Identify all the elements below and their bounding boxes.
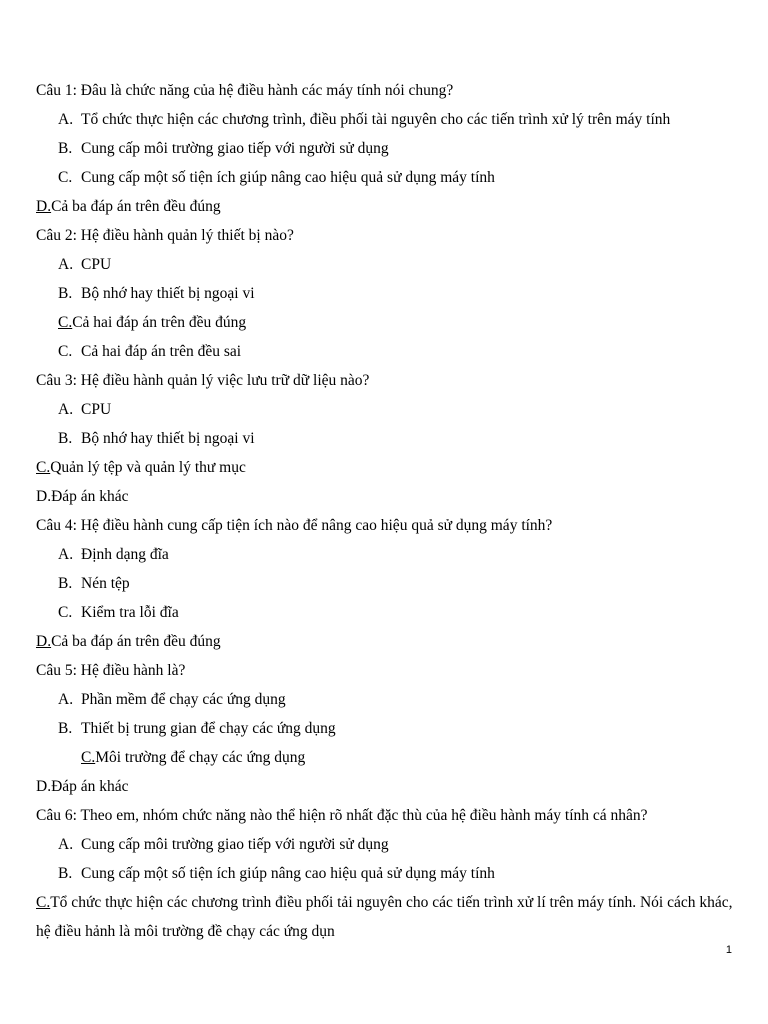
option-text: Thiết bị trung gian để chạy các ứng dụng [81, 720, 336, 737]
question-4: Câu 4: Hệ điều hành cung cấp tiện ích nào để nâng cao hiệu quả sử dụng máy tính? [36, 517, 553, 534]
document-body [0, 76, 768, 946]
option-label: C. [58, 604, 73, 621]
answer-label: C. [36, 459, 51, 476]
option-2b [0, 279, 768, 308]
option-text: CPU [81, 401, 112, 418]
option-text: Định dạng đĩa [81, 546, 169, 563]
answer-6c [0, 888, 768, 946]
answer-text: Cả ba đáp án trên đều đúng [51, 633, 221, 650]
question-5: Câu 5: Hệ điều hành là? [36, 662, 186, 679]
option-label: C. [58, 343, 73, 360]
option-text: Đáp án khác [51, 778, 129, 795]
option-1a [0, 105, 768, 134]
option-1b [0, 134, 768, 163]
answer-4d [0, 627, 768, 656]
answer-label: C. [81, 749, 96, 766]
answer-text: Cả ba đáp án trên đều đúng [51, 198, 221, 215]
answer-text: Quản lý tệp và quản lý thư mục [50, 459, 246, 476]
option-3b [0, 424, 768, 453]
option-label: B. [58, 140, 73, 157]
option-label: B. [58, 575, 73, 592]
option-2a [0, 250, 768, 279]
option-label: B. [58, 865, 73, 882]
option-6b [0, 859, 768, 888]
option-text: Cung cấp một số tiện ích giúp nâng cao hiệu quả sử dụng máy tính [81, 169, 495, 186]
option-4a [0, 540, 768, 569]
answer-label: D. [36, 633, 52, 650]
option-label: A. [58, 256, 74, 273]
answer-2c [0, 308, 768, 337]
option-text: Tổ chức thực hiện các chương trình, điều phối tài nguyên cho các tiến trình xử lý trên máy tính [81, 111, 671, 128]
option-label: C. [58, 169, 73, 186]
option-label: D. [36, 488, 52, 505]
answer-text: Tổ chức thực hiện các chương trình điều phối tải nguyên cho các tiến trình xử lí trên máy tính. Nói cách khác, hệ điều hảnh là môi trường đề chạy các ứng dụn [36, 894, 733, 940]
answer-3c [0, 453, 768, 482]
option-4c [0, 598, 768, 627]
page-number: 1 [725, 944, 732, 956]
option-3a [0, 395, 768, 424]
option-label: B. [58, 720, 73, 737]
answer-text: Cả hai đáp án trên đều đúng [72, 314, 247, 331]
option-text: Kiểm tra lỗi đĩa [81, 604, 179, 621]
answer-label: C. [36, 894, 51, 911]
option-5b [0, 714, 768, 743]
option-label: D. [36, 778, 52, 795]
question-3: Câu 3: Hệ điều hành quản lý việc lưu trữ dữ liệu nào? [36, 372, 370, 389]
option-text: Cung cấp môi trường giao tiếp với người sử dụng [81, 140, 389, 157]
option-text: Bộ nhớ hay thiết bị ngoại vi [81, 285, 255, 302]
option-5d [0, 772, 768, 801]
option-6a [0, 830, 768, 859]
option-text: Cung cấp môi trường giao tiếp với người sử dụng [81, 836, 389, 853]
option-label: B. [58, 285, 73, 302]
option-1c [0, 163, 768, 192]
answer-5c [0, 743, 768, 772]
answer-text: Môi trường để chạy các ứng dụng [95, 749, 306, 766]
option-text: Cung cấp một số tiện ích giúp nâng cao hiệu quả sử dụng máy tính [81, 865, 495, 882]
option-text: Phần mềm để chạy các ứng dụng [81, 691, 286, 708]
option-3d [0, 482, 768, 511]
option-text: Bộ nhớ hay thiết bị ngoại vi [81, 430, 255, 447]
answer-label: D. [36, 198, 52, 215]
option-5a [0, 685, 768, 714]
option-label: A. [58, 401, 74, 418]
question-2: Câu 2: Hệ điều hành quản lý thiết bị nào? [36, 227, 294, 244]
option-text: Nén tệp [81, 575, 130, 592]
option-4b [0, 569, 768, 598]
option-text: CPU [81, 256, 112, 273]
option-label: A. [58, 111, 74, 128]
option-text: Đáp án khác [51, 488, 129, 505]
option-2c [0, 337, 768, 366]
option-text: Cả hai đáp án trên đều sai [81, 343, 242, 360]
question-1: Câu 1: Đâu là chức năng của hệ điều hành các máy tính nói chung? [36, 82, 454, 99]
answer-label: C. [58, 314, 73, 331]
option-label: A. [58, 546, 74, 563]
option-label: B. [58, 430, 73, 447]
question-6: Câu 6: Theo em, nhóm chức năng nào thể hiện rõ nhất đặc thù của hệ điều hành máy tính cá nhân? [36, 807, 648, 824]
answer-1d [0, 192, 768, 221]
option-label: A. [58, 836, 74, 853]
option-label: A. [58, 691, 74, 708]
